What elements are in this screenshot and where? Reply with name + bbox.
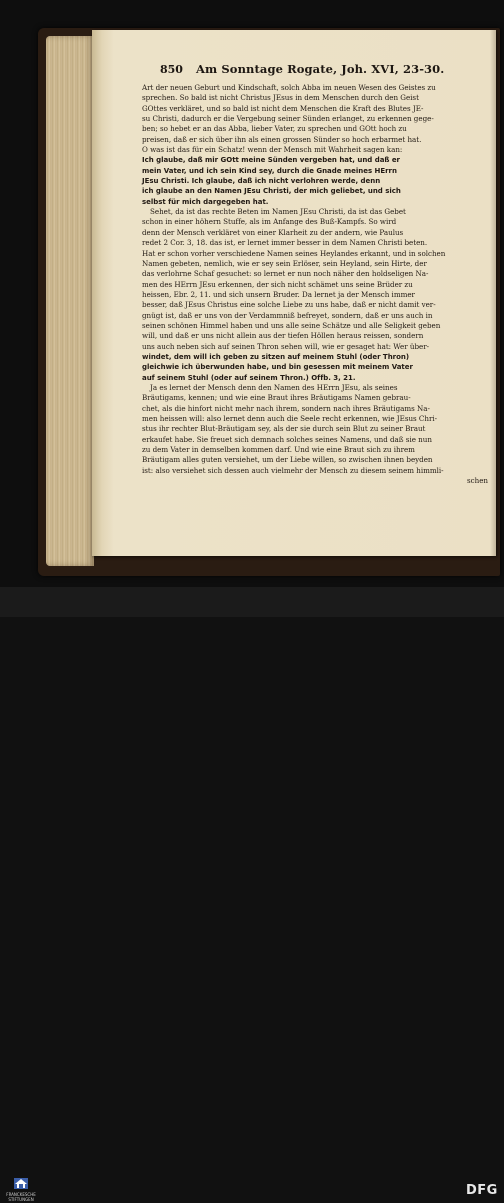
text-line: denn der Mensch verkläret von einer Klarheit zu der andern, wie Paulus xyxy=(142,227,404,237)
page-stack-edge xyxy=(46,36,94,566)
text-line: ich glaube an den Namen JEsu Christi, der mich geliebet, und sich xyxy=(142,187,401,196)
document-viewer xyxy=(0,0,504,587)
text-line: windet, dem will ich geben zu sitzen auf meinem Stuhl (oder Thron) xyxy=(142,352,410,361)
text-line: schen xyxy=(467,476,488,486)
text-line: ist: also versiehet sich dessen auch vielmehr der Mensch zu diesem seinem himmli- xyxy=(142,465,444,475)
text-line: besser, daß JEsus Christus eine solche Liebe zu uns habe, daß er nicht damit ver- xyxy=(142,300,436,310)
text-line: GOttes verkläret, und so bald ist nicht dem Menschen die Kraft des Blutes JE- xyxy=(142,103,424,113)
page-gutter-shadow xyxy=(490,30,496,556)
text-line: Bräutigams, kennen; und wie eine Braut ihres Bräutigams Namen gebrau- xyxy=(142,393,411,403)
text-line: preisen, daß er sich über ihn als einen grossen Sünder so hoch erbarmet hat. xyxy=(142,134,422,144)
text-line: Bräutigam alles guten versiehet, um der Liebe willen, so zwischen ihnen beyden xyxy=(142,455,433,465)
text-line: Ich glaube, daß mir GOtt meine Sünden vergeben hat, und daß er xyxy=(142,156,400,165)
text-line: zu dem Vater in demselben kommen darf. Und wie eine Braut sich zu ihrem xyxy=(142,445,415,455)
text-line: uns auch neben sich auf seinen Thron sehen will, wie er gesaget hat: Wer über- xyxy=(142,341,430,351)
text-line: men heissen will: also lernet denn auch die Seele recht erkennen, wie JEsus Chri- xyxy=(142,414,438,423)
book-page xyxy=(92,30,496,556)
page-number: 850 xyxy=(160,63,183,76)
text-line: sprechen. So bald ist nicht Christus JEsus in dem Menschen durch den Geist xyxy=(142,93,419,103)
text-line: mein Vater, und ich sein Kind sey, durch die Gnade meines HErrn xyxy=(142,166,397,175)
text-line: das verlohrne Schaf gesuchet: so lernet er nun noch näher den holdseligen Na- xyxy=(142,269,429,279)
text-line: Art der neuen Geburt und Kindschaft, solch Abba im neuen Wesen des Geistes zu xyxy=(142,83,436,92)
text-line: schon in einer höhern Stuffe, als im Anfange des Buß-Kampfs. So wird xyxy=(142,217,397,227)
text-line: chet, als die hinfort nicht mehr nach ihrem, sondern nach ihres Bräutigams Na- xyxy=(142,403,430,413)
text-line: su Christi, dadurch er die Vergebung seiner Sünden erlanget, zu erkennen gege- xyxy=(142,114,434,124)
text-line: O was ist das für ein Schatz! wenn der Mensch mit Wahrheit sagen kan: xyxy=(142,145,403,155)
running-title: Am Sonntage Rogate, Joh. XVI, 23-30. xyxy=(196,62,445,76)
text-line: Ja es lernet der Mensch denn den Namen des HErrn JEsu, als seines xyxy=(150,382,398,392)
text-line: Sehet, da ist das rechte Beten im Namen JEsu Christi, da ist das Gebet xyxy=(150,207,406,217)
text-line: Hat er schon vorher verschiedene Namen seines Heylandes erkannt, und in solchen xyxy=(142,248,446,258)
library-logo-label: FRANCKESCHE STIFTUNGEN xyxy=(6,1192,36,1202)
text-line: men des HErrn JEsu erkennen, der sich nicht schämet uns seine Brüder zu xyxy=(142,279,413,289)
text-line: stus ihr rechter Blut-Bräutigam sey, als der sie durch sein Blut zu seiner Braut xyxy=(142,424,426,434)
text-line: seinen schönen Himmel haben und uns alle seine Schätze und alle Seligkeit geben xyxy=(142,320,441,330)
text-line: gnügt ist, daß er uns von der Verdammniß befreyet, sondern, daß er uns auch in xyxy=(142,310,433,320)
text-line: gleichwie ich überwunden habe, und bin gesessen mit meinem Vater xyxy=(142,363,413,372)
text-line: will, und daß er uns nicht allein aus der tiefen Höllen heraus reissen, sondern xyxy=(142,331,424,341)
text-line: Namen gebeten, nemlich, wie er sey sein Erlöser, sein Heyland, sein Hirte, der xyxy=(142,258,427,268)
text-line: selbst für mich dargegeben hat. xyxy=(142,197,269,206)
text-line: redet 2 Cor. 3, 18. das ist, er lernet immer besser in dem Namen Christi beten. xyxy=(142,238,428,248)
viewer-footer xyxy=(0,587,504,1202)
text-line: auf seinem Stuhl (oder auf seinem Thron.) Offb. 3, 21. xyxy=(142,373,356,382)
text-line: ben; so hebet er an das Abba, lieber Vater, zu sprechen und GOtt hoch zu xyxy=(142,124,407,134)
page-header xyxy=(160,63,486,79)
body-text xyxy=(142,83,488,486)
text-line: heissen, Ebr. 2, 11. und sich unsern Bruder. Da lernet ja der Mensch immer xyxy=(142,289,415,299)
text-line: erkaufet habe. Sie freuet sich demnach solches seines Namens, und daß sie nun xyxy=(142,434,432,444)
dfg-logo: DFG xyxy=(466,1183,498,1198)
text-line: JEsu Christi. Ich glaube, daß ich nicht verlohren werde, denn xyxy=(142,177,381,186)
